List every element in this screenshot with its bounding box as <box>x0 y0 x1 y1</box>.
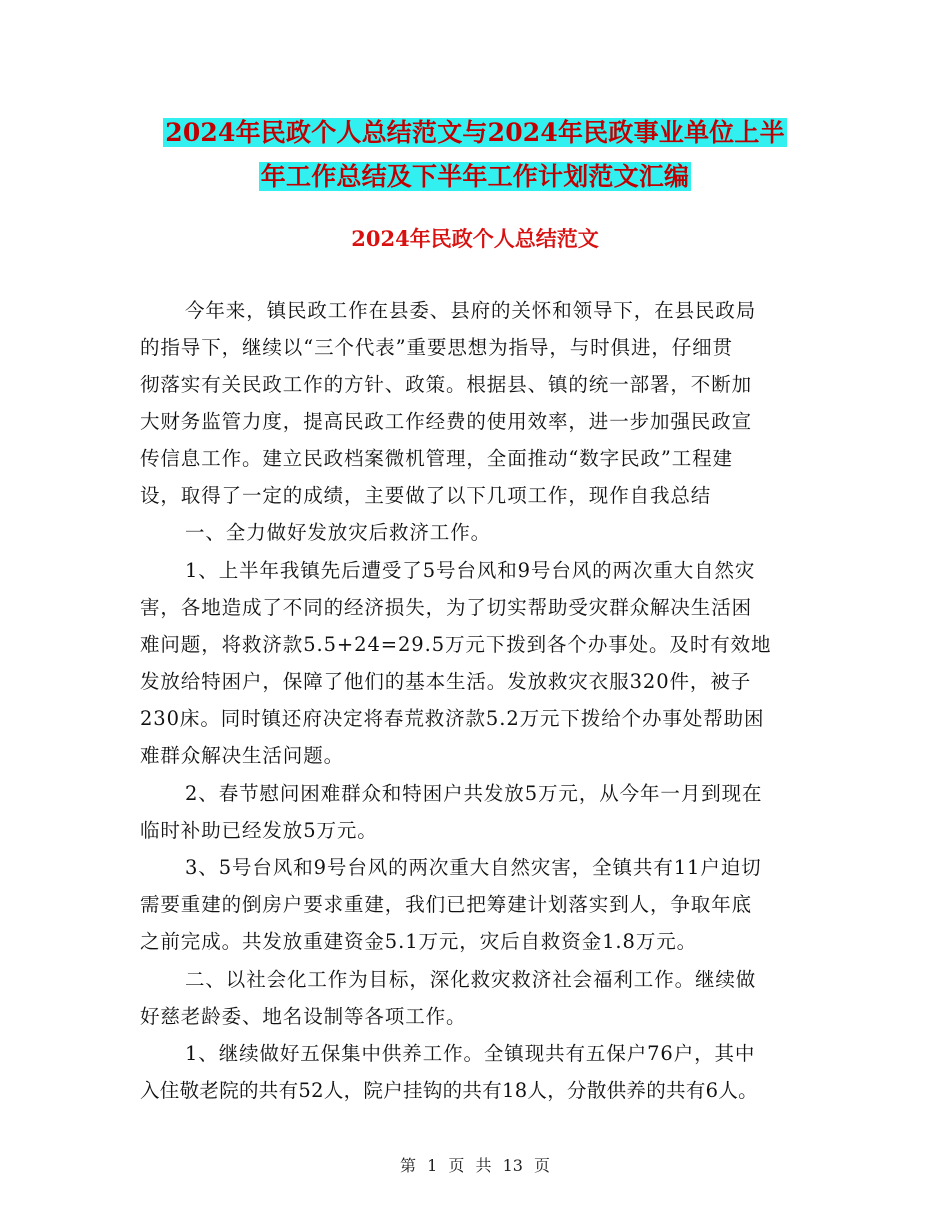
page-footer <box>0 1153 950 1176</box>
body-line: 的指导下，继续以“三个代表”重要思想为指导，与时俱进，仔细贯 <box>140 336 733 359</box>
body-line: 1、上半年我镇先后遭受了5号台风和9号台风的两次重大自然灾 <box>185 559 756 582</box>
title-highlight-2: 年工作总结及下半年工作计划范文汇编 <box>260 162 690 191</box>
body-line: 230床。同时镇还府决定将春荒救济款5.2万元下拨给个办事处帮助困 <box>140 707 765 730</box>
body-line: 设，取得了一定的成绩，主要做了以下几项工作，现作自我总结 <box>140 484 712 507</box>
body-line: 需要重建的倒房户要求重建，我们已把筹建计划落实到人，争取年底 <box>140 893 753 916</box>
body-line: 2、春节慰问困难群众和特困户共发放5万元，从今年一月到现在 <box>185 782 763 805</box>
body-line: 二、以社会化工作为目标，深化救灾救济社会福利工作。继续做 <box>185 968 757 991</box>
body-line: 彻落实有关民政工作的方针、政策。根据县、镇的统一部署，不断加 <box>140 373 753 396</box>
body-line: 临时补助已经发放5万元。 <box>140 819 378 842</box>
footer-label-ye: 页 <box>448 1156 465 1175</box>
body-line: 好慈老龄委、地名设制等各项工作。 <box>140 1005 467 1028</box>
body-line: 3、5号台风和9号台风的两次重大自然灾害，全镇共有11户迫切 <box>185 856 762 879</box>
body-line: 入住敬老院的共有52人，院户挂钩的共有18人，分散供养的共有6人。 <box>140 1079 758 1102</box>
footer-label-ye-2: 页 <box>534 1156 551 1175</box>
body-line: 难问题，将救济款5.5+24=29.5万元下拨到各个办事处。及时有效地 <box>140 633 772 656</box>
body-line: 1、继续做好五保集中供养工作。全镇现共有五保户76户，其中 <box>185 1042 756 1065</box>
title-highlight-1: 2024年民政个人总结范文与2024年民政事业单位上半 <box>165 118 785 147</box>
document-title-line-2 <box>0 157 950 193</box>
footer-total-pages: 13 <box>502 1156 523 1175</box>
body-line: 难群众解决生活问题。 <box>140 744 345 767</box>
footer-label-page: 第 <box>399 1156 416 1175</box>
body-line: 一、全力做好发放灾后救济工作。 <box>185 521 492 544</box>
body-line: 发放给特困户，保障了他们的基本生活。发放救灾衣服320件，被子 <box>140 670 752 693</box>
body-line: 大财务监管力度，提高民政工作经费的使用效率，进一步加强民政宣 <box>140 410 753 433</box>
footer-page-number: 1 <box>427 1156 438 1175</box>
document-title-line-1 <box>0 113 950 149</box>
body-line: 传信息工作。建立民政档案微机管理，全面推动“数字民政”工程建 <box>140 447 733 470</box>
body-line: 之前完成。共发放重建资金5.1万元，灾后自救资金1.8万元。 <box>140 930 698 953</box>
footer-label-total: 共 <box>475 1156 492 1175</box>
body-line: 害，各地造成了不同的经济损失，为了切实帮助受灾群众解决生活困 <box>140 596 753 619</box>
section-subtitle: 2024年民政个人总结范文 <box>351 226 599 251</box>
body-line: 今年来，镇民政工作在县委、县府的关怀和领导下，在县民政局 <box>185 299 757 322</box>
